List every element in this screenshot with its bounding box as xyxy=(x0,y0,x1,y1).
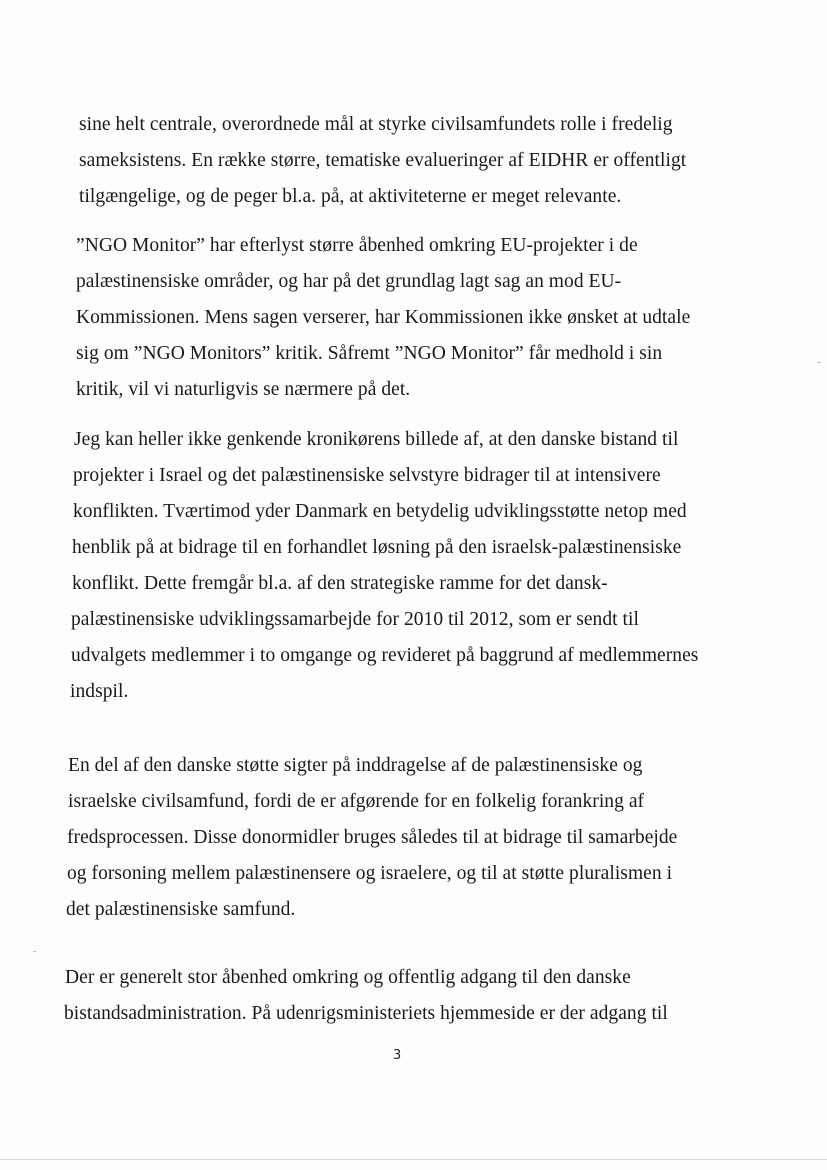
text-line: ”NGO Monitor” har efterlyst større åbenhed omkring EU-projekter i de xyxy=(76,235,638,256)
text-line: sig om ”NGO Monitors” kritik. Såfremt ”NGO Monitor” får medhold i sin xyxy=(76,343,663,364)
text-line: henblik på at bidrage til en forhandlet løsning på den israelsk-palæstinensiske xyxy=(72,537,682,558)
page-bottom-edge xyxy=(0,1159,827,1160)
text-line: Kommissionen. Mens sagen verserer, har Kommissionen ikke ønsket at udtale xyxy=(76,307,691,328)
text-line: fredsprocessen. Disse donormidler bruges således til at bidrage til samarbejde xyxy=(67,827,678,848)
text-line: indspil. xyxy=(70,681,129,702)
text-line: kritik, vil vi naturligvis se nærmere på det. xyxy=(76,379,411,400)
page-number: 3 xyxy=(393,1048,402,1063)
text-line: konflikt. Dette fremgår bl.a. af den strategiske ramme for det dansk- xyxy=(72,573,608,594)
text-line: konflikten. Tværtimod yder Danmark en betydelig udviklingsstøtte netop med xyxy=(73,501,687,522)
text-line: En del af den danske støtte sigter på inddragelse af de palæstinensiske og xyxy=(68,755,643,776)
text-line: og forsoning mellem palæstinensere og israelere, og til at støtte pluralismen i xyxy=(67,863,673,884)
text-line: israelske civilsamfund, fordi de er afgørende for en folkelig forankring af xyxy=(68,791,645,812)
scan-speck xyxy=(33,951,36,952)
text-line: Jeg kan heller ikke genkende kronikørens billede af, at den danske bistand til xyxy=(74,429,679,450)
text-line: udvalgets medlemmer i to omgange og revideret på baggrund af medlemmernes xyxy=(71,645,699,666)
text-line: bistandsadministration. På udenrigsministeriets hjemmeside er der adgang til xyxy=(64,1003,668,1024)
text-line: det palæstinensiske samfund. xyxy=(66,899,296,920)
text-line: tilgængelige, og de peger bl.a. på, at aktiviteterne er meget relevante. xyxy=(79,186,622,207)
scan-speck xyxy=(817,362,821,363)
text-line: palæstinensiske områder, og har på det grundlag lagt sag an mod EU- xyxy=(76,271,622,292)
text-line: sine helt centrale, overordnede mål at styrke civilsamfundets rolle i fredelig xyxy=(79,114,673,135)
text-line: sameksistens. En række større, tematiske evalueringer af EIDHR er offentligt xyxy=(79,150,687,171)
text-line: palæstinensiske udviklingssamarbejde for 2010 til 2012, som er sendt til xyxy=(71,609,639,630)
text-line: projekter i Israel og det palæstinensiske selvstyre bidrager til at intensivere xyxy=(73,465,661,486)
text-line: Der er generelt stor åbenhed omkring og offentlig adgang til den danske xyxy=(65,967,631,988)
